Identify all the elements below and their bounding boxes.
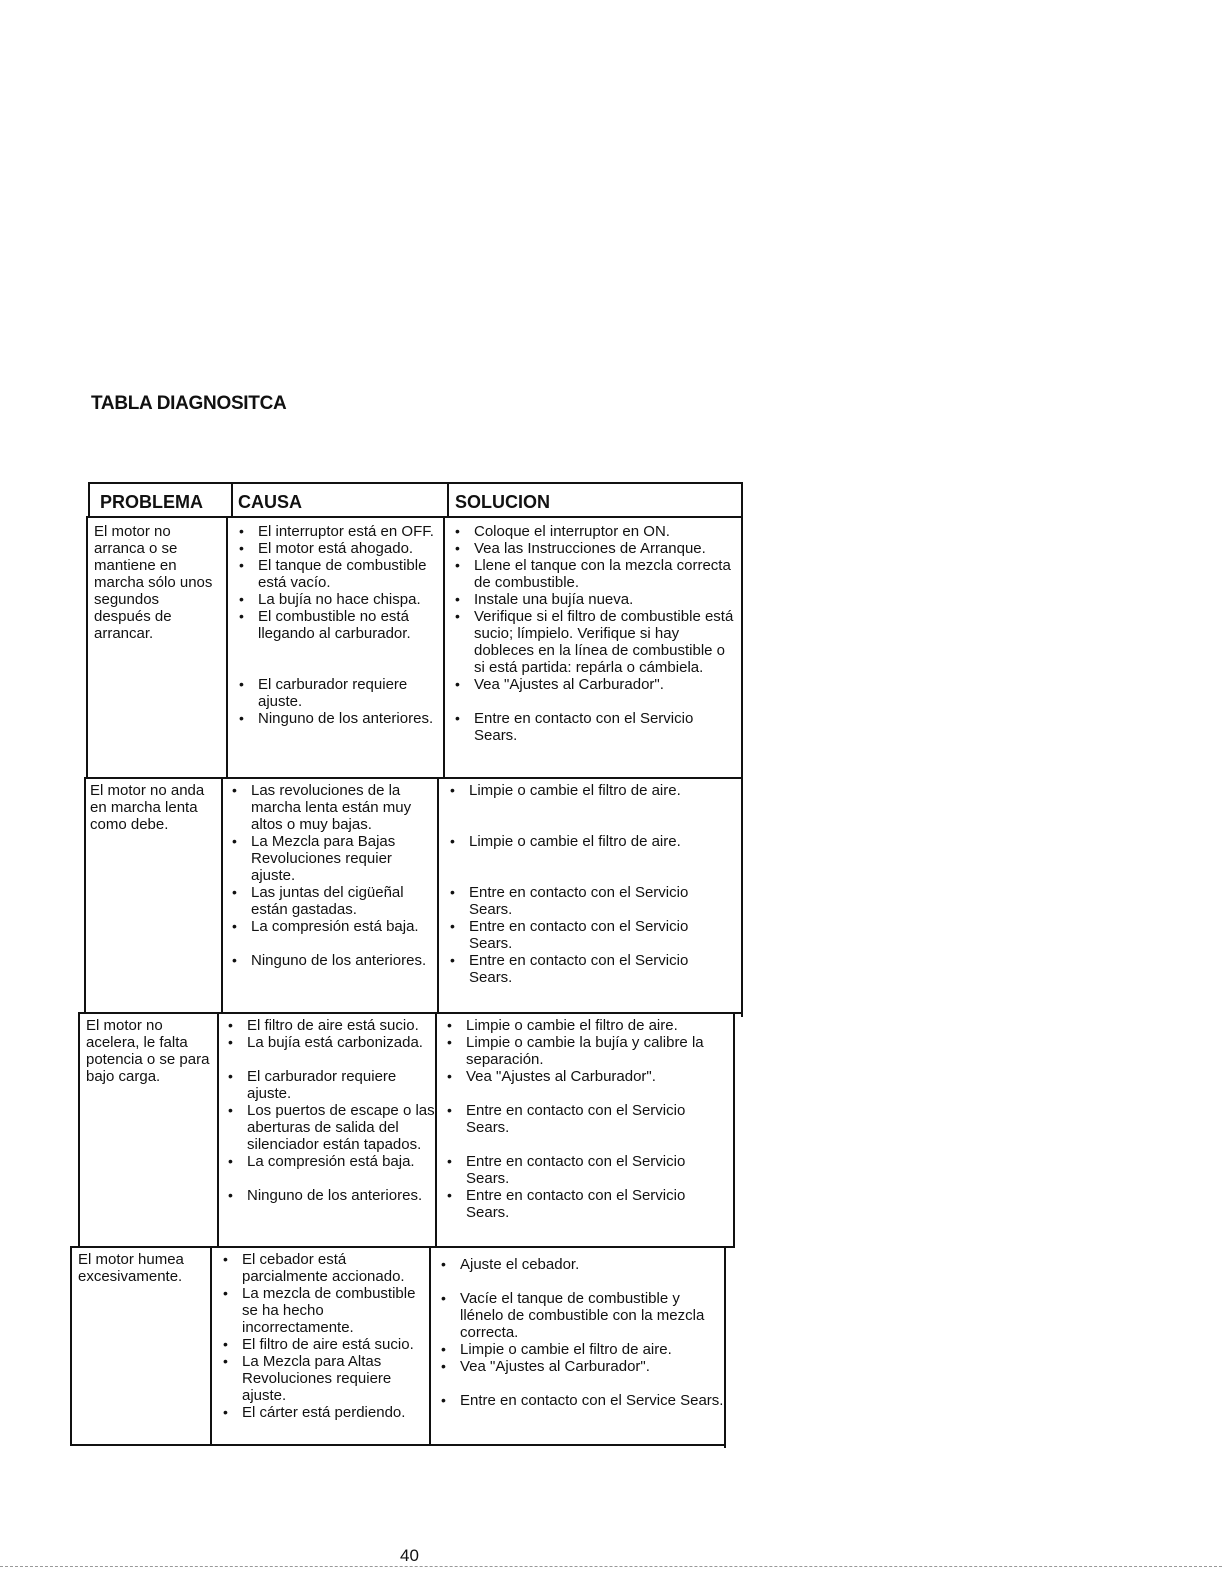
solution-item: • Entre en contacto con el Servicio Sears.: [455, 710, 694, 744]
cause-item: • Ninguno de los anteriores.: [228, 1187, 423, 1204]
row3-right-border: [733, 1012, 735, 1248]
cause-item: • La mezcla de combustible se ha hecho incorrectamente.: [223, 1285, 416, 1336]
solution-item: • Coloque el interruptor en ON.: [455, 523, 670, 540]
row4-solutions: [441, 1256, 726, 1409]
header-bottom-border: [88, 516, 743, 518]
cause-item: • El motor está ahogado.: [239, 540, 414, 557]
row2-divider-2: [437, 777, 439, 1013]
row3-bottom-border: [70, 1246, 734, 1248]
row4-problem: El motor humea excesivamente.: [78, 1251, 184, 1285]
row3-causes: [228, 1017, 437, 1204]
solution-item: • Entre en contacto con el Servicio Sears.: [447, 1187, 686, 1221]
row2-bottom-border: [78, 1012, 742, 1014]
solution-item: • Vea "Ajustes al Carburador".: [455, 676, 664, 693]
header-cause: CAUSA: [238, 492, 303, 512]
solution-item: • Entre en contacto con el Service Sears.: [441, 1392, 724, 1409]
row2-causes: [232, 782, 433, 969]
cause-item: • Las revoluciones de la marcha lenta están muy altos o muy bajas.: [232, 782, 412, 833]
cause-item: • El interruptor está en OFF.: [239, 523, 434, 540]
page-title: TABLA DIAGNOSITCA: [91, 393, 287, 414]
header-divider-1: [231, 482, 233, 518]
row1-divider-1: [226, 516, 228, 778]
solution-item: • Limpie o cambie el filtro de aire.: [450, 833, 681, 850]
cause-item: • El filtro de aire está sucio.: [228, 1017, 419, 1034]
solution-item: • Limpie o cambie el filtro de aire.: [441, 1341, 672, 1358]
cause-item: • La bujía no hace chispa.: [239, 591, 421, 608]
row1-causes: [239, 523, 444, 727]
cause-item: • La bujía está carbonizada.: [228, 1034, 423, 1051]
cause-item: • La compresión está baja.: [228, 1153, 415, 1170]
row2-problem: El motor no anda en marcha lenta como debe.: [90, 782, 205, 833]
row2-solutions: [450, 782, 734, 986]
solution-item: • Llene el tanque con la mezcla correcta de combustible.: [455, 557, 731, 591]
solution-item: • Vea las Instrucciones de Arranque.: [455, 540, 706, 557]
solution-item: • Vacíe el tanque de combustible y llénelo de combustible con la mezcla correcta.: [441, 1290, 705, 1341]
table-right-border-upper: [741, 482, 743, 1017]
row4-left-border: [70, 1246, 72, 1446]
solution-item: • Ajuste el cebador.: [441, 1256, 580, 1273]
cause-item: • El tanque de combustible está vacío.: [239, 557, 427, 591]
cause-item: • Los puertos de escape o las aberturas de salida del silenciador están tapados.: [228, 1102, 435, 1153]
solution-item: • Entre en contacto con el Servicio Sears.: [447, 1102, 686, 1136]
header-problem: PROBLEMA: [100, 492, 203, 512]
solution-item: • Limpie o cambie el filtro de aire.: [450, 782, 681, 799]
header-divider-2: [447, 482, 449, 518]
solution-item: • Instale una bujía nueva.: [455, 591, 634, 608]
row2-left-border: [84, 777, 86, 1013]
solution-item: • Entre en contacto con el Servicio Sears.: [450, 952, 689, 986]
row1-left-border: [86, 516, 88, 778]
cause-item: • El cárter está perdiendo.: [223, 1404, 406, 1421]
solution-item: • Vea "Ajustes al Carburador".: [441, 1358, 650, 1375]
solution-item: • Verifique si el filtro de combustible está sucio; límpielo. Verifique si hay dobleces en la línea de combustible o si está partida: repárla o cámbiela.: [455, 608, 734, 676]
row2-divider-1: [221, 777, 223, 1013]
row3-left-border: [78, 1012, 80, 1248]
row1-bottom-border: [84, 777, 742, 779]
table-bottom-border: [70, 1444, 726, 1446]
cause-item: • El combustible no está llegando al carburador.: [239, 608, 411, 642]
cause-item: • El cebador está parcialmente accionado.: [223, 1251, 405, 1285]
solution-item: • Entre en contacto con el Servicio Sears.: [450, 918, 689, 952]
cause-item: • El carburador requiere ajuste.: [228, 1068, 397, 1102]
cause-item: • La compresión está baja.: [232, 918, 419, 935]
table-top-border: [88, 482, 743, 484]
header-solution: SOLUCION: [455, 492, 551, 512]
row3-problem: El motor no acelera, le falta potencia o se para bajo carga.: [86, 1017, 210, 1085]
cause-item: • Ninguno de los anteriores.: [239, 710, 434, 727]
cause-item: • Ninguno de los anteriores.: [232, 952, 427, 969]
row3-divider-1: [217, 1012, 219, 1248]
cause-item: • La Mezcla para Altas Revoluciones requiere ajuste.: [223, 1353, 392, 1404]
row4-causes: [223, 1251, 430, 1421]
cause-item: • La Mezcla para Bajas Revoluciones requier ajuste.: [232, 833, 396, 884]
solution-item: • Entre en contacto con el Servicio Sears.: [450, 884, 689, 918]
page-number: 40: [400, 1546, 419, 1565]
header-left-border: [88, 482, 90, 518]
scan-edge-line: [0, 1566, 1222, 1567]
cause-item: • El carburador requiere ajuste.: [239, 676, 408, 710]
cause-item: • El filtro de aire está sucio.: [223, 1336, 414, 1353]
solution-item: • Limpie o cambie el filtro de aire.: [447, 1017, 678, 1034]
solution-item: • Limpie o cambie la bujía y calibre la separación.: [447, 1034, 704, 1068]
row1-solutions: [455, 523, 736, 744]
solution-item: • Entre en contacto con el Servicio Sears.: [447, 1153, 686, 1187]
row1-problem: El motor no arranca o se mantiene en marcha sólo unos segundos después de arrancar.: [94, 523, 213, 642]
row4-divider-1: [210, 1246, 212, 1446]
solution-item: • Vea "Ajustes al Carburador".: [447, 1068, 656, 1085]
cause-item: • Las juntas del cigüeñal están gastadas.: [232, 884, 404, 918]
row3-solutions: [447, 1017, 730, 1221]
